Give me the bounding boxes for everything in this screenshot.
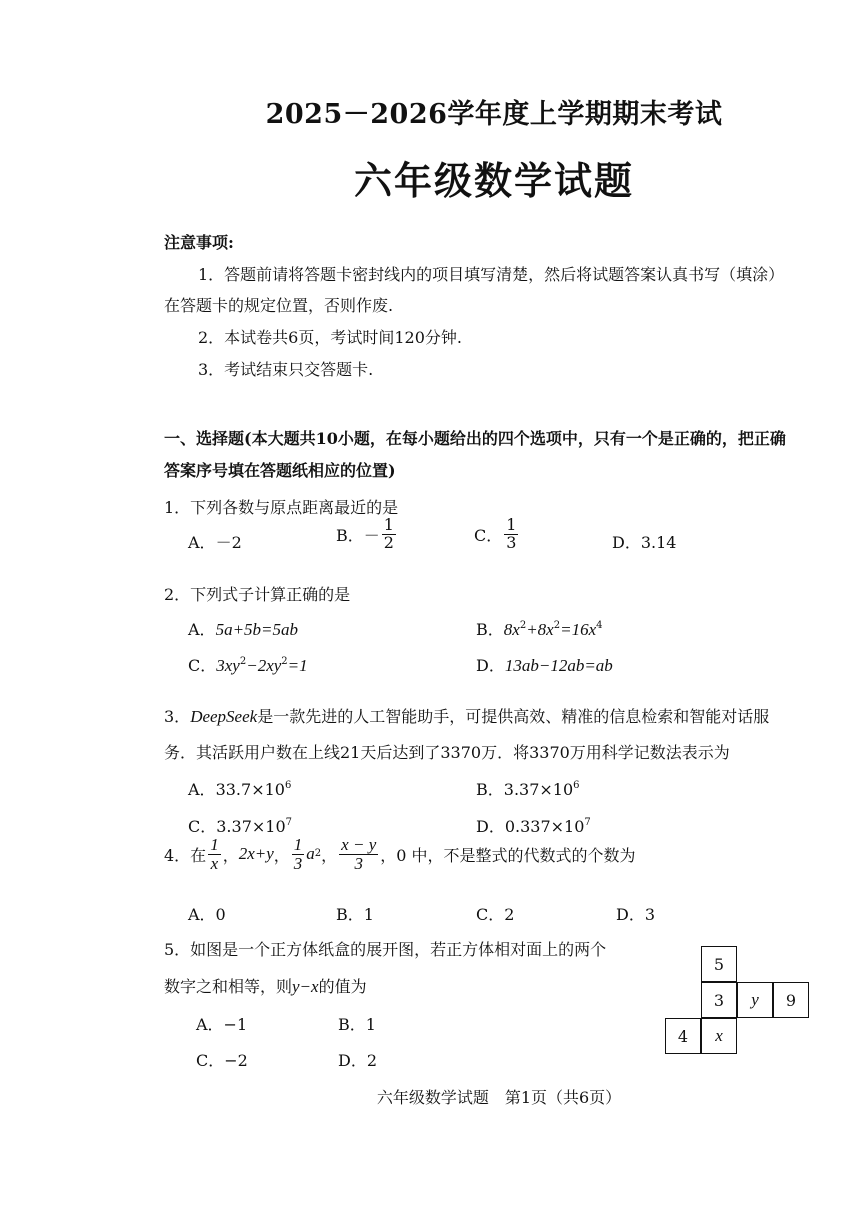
q3-option-c <box>188 814 292 837</box>
question-4-stem: 4．在 $\frac{1}{x}$ ， 2x+y ， $\frac{1}{3}$ a 2 ， $\frac{x - y}{3}$ ，0 中，不是整式的代数式的个数为 <box>164 835 636 873</box>
separator: ， <box>321 845 338 865</box>
q2-option-b <box>476 617 603 640</box>
net-face-right: 9 <box>773 982 809 1018</box>
fraction <box>504 517 518 552</box>
note-item-1: 1．答题前请将答题卡密封线内的项目填写清楚，然后将试题答案认真书写（填涂） <box>198 265 785 284</box>
option-base: 33.7×10 <box>215 780 285 799</box>
numerator: x − y <box>341 835 377 854</box>
term: =16x <box>560 620 597 639</box>
denominator: 3 <box>354 853 363 873</box>
q1-option-c <box>474 517 520 552</box>
exam-title: 2025－2026学年度上学期期末考试 <box>265 99 723 130</box>
q4-option-d: D．3 <box>616 905 656 924</box>
note-item-2: 2．本试卷共6页，考试时间120分钟. <box>198 328 462 347</box>
term: =1 <box>287 656 308 675</box>
exponent: 2 <box>519 620 527 631</box>
question-5-stem: 5．如图是一个正方体纸盒的展开图，若正方体相对面上的两个 <box>164 940 607 959</box>
stem-text: 数字之和相等，则 <box>164 977 293 996</box>
option-label: A． <box>188 533 216 552</box>
option-label: B． <box>476 620 504 639</box>
q4-option-a: A．0 <box>188 905 226 924</box>
q5-option-c: C．−2 <box>196 1051 248 1070</box>
denominator: 3 <box>506 532 517 552</box>
exponent: 4 <box>596 620 603 631</box>
denominator: 2 <box>383 532 394 552</box>
option-label: A． <box>188 780 216 799</box>
exponent: 2 <box>239 656 247 667</box>
q1-option-d <box>612 530 676 553</box>
denominator: 3 <box>293 853 303 873</box>
question-5-stem-cont <box>164 974 367 997</box>
option-expression: 5a+5b=5ab <box>215 620 299 639</box>
exponent: 7 <box>584 817 591 828</box>
option-value: －2 <box>215 533 242 552</box>
q4-option-b: B．1 <box>336 905 374 924</box>
net-face-y: y <box>737 982 773 1018</box>
stem-text: 的值为 <box>318 977 367 996</box>
fraction <box>208 836 221 873</box>
exponent: 7 <box>285 817 293 828</box>
question-1-stem: 1．下列各数与原点距离最近的是 <box>164 498 399 517</box>
option-base: 3.37×10 <box>216 817 286 836</box>
exponent: 2 <box>553 620 561 631</box>
q4-option-c: C．2 <box>476 905 515 924</box>
separator: ， <box>273 845 290 865</box>
stem-text: 是一款先进的人工智能助手，可提供高效、精准的信息检索和智能对话服 <box>257 707 770 726</box>
option-label: D． <box>476 817 505 836</box>
notes-heading: 注意事项: <box>164 233 234 252</box>
fraction <box>382 517 396 552</box>
term: 3xy <box>216 656 240 675</box>
question-2-stem: 2．下列式子计算正确的是 <box>164 585 351 604</box>
question-number: 3． <box>164 707 191 726</box>
term: a <box>306 844 315 864</box>
term: +8x <box>526 620 554 639</box>
q5-option-b: B．1 <box>338 1015 376 1034</box>
q1-option-b <box>336 517 398 552</box>
net-face-center: 3 <box>701 982 737 1018</box>
numerator: 1 <box>293 835 303 854</box>
stem-math: y−x <box>292 977 319 996</box>
option-base: 0.337×10 <box>504 817 585 836</box>
numerator: 1 <box>210 835 219 854</box>
option-label: B． <box>476 780 504 799</box>
exponent: 2 <box>281 656 288 667</box>
q1-option-a <box>188 530 242 553</box>
q5-option-a: A．−1 <box>196 1015 248 1034</box>
option-label: C． <box>188 817 217 836</box>
question-3-stem-cont: 务．其活跃用户数在上线21天后达到了3370万．将3370万用科学记数法表示为 <box>164 743 730 762</box>
net-face-top: 5 <box>701 946 737 982</box>
note-item-1-cont: 在答题卡的规定位置，否则作废. <box>164 296 394 315</box>
exam-subtitle: 六年级数学试题 <box>353 158 634 203</box>
term: 2x+y <box>238 844 274 864</box>
question-3-stem <box>164 704 769 727</box>
option-base: 3.37×10 <box>503 780 574 799</box>
section-heading: 一、选择题(本大题共10小题，在每小题给出的四个选项中，只有一个是正确的，把正确 <box>164 429 786 448</box>
stem-prefix: 4．在 <box>164 845 207 865</box>
page-footer: 六年级数学试题 第1页（共6页） <box>376 1088 622 1107</box>
option-label: D． <box>612 533 641 552</box>
option-label: C． <box>188 656 217 675</box>
brand-name: DeepSeek <box>190 707 258 726</box>
q2-option-c <box>188 653 308 676</box>
q3-option-a <box>188 777 291 800</box>
option-label: D． <box>476 656 505 675</box>
exponent: 6 <box>573 780 580 791</box>
option-label: C． <box>474 525 503 545</box>
option-label: B． <box>336 525 364 545</box>
numerator: 1 <box>383 515 394 534</box>
q2-option-d <box>476 653 613 676</box>
q5-option-d: D．2 <box>338 1051 378 1070</box>
exponent: 6 <box>284 780 292 791</box>
net-face-x: x <box>701 1018 737 1054</box>
option-label: A． <box>188 620 216 639</box>
net-face-left-bottom: 4 <box>665 1018 701 1054</box>
separator: ， <box>222 845 239 865</box>
fraction <box>339 836 378 873</box>
numerator: 1 <box>506 515 517 534</box>
fraction <box>292 836 305 873</box>
denominator: x <box>210 853 219 873</box>
option-expression: 13ab−12ab=ab <box>504 656 613 675</box>
term: −2xy <box>246 656 282 675</box>
option-value: 3.14 <box>640 533 677 552</box>
term: 8x <box>503 620 520 639</box>
q2-option-a <box>188 617 298 640</box>
note-item-3: 3．考试结束只交答题卡. <box>198 360 374 379</box>
stem-suffix: ，0 中，不是整式的代数式的个数为 <box>380 845 636 865</box>
q3-option-b <box>476 777 580 800</box>
q3-option-d <box>476 814 591 837</box>
section-heading-cont: 答案序号填在答题纸相应的位置) <box>164 461 396 480</box>
option-sign: － <box>363 525 380 545</box>
